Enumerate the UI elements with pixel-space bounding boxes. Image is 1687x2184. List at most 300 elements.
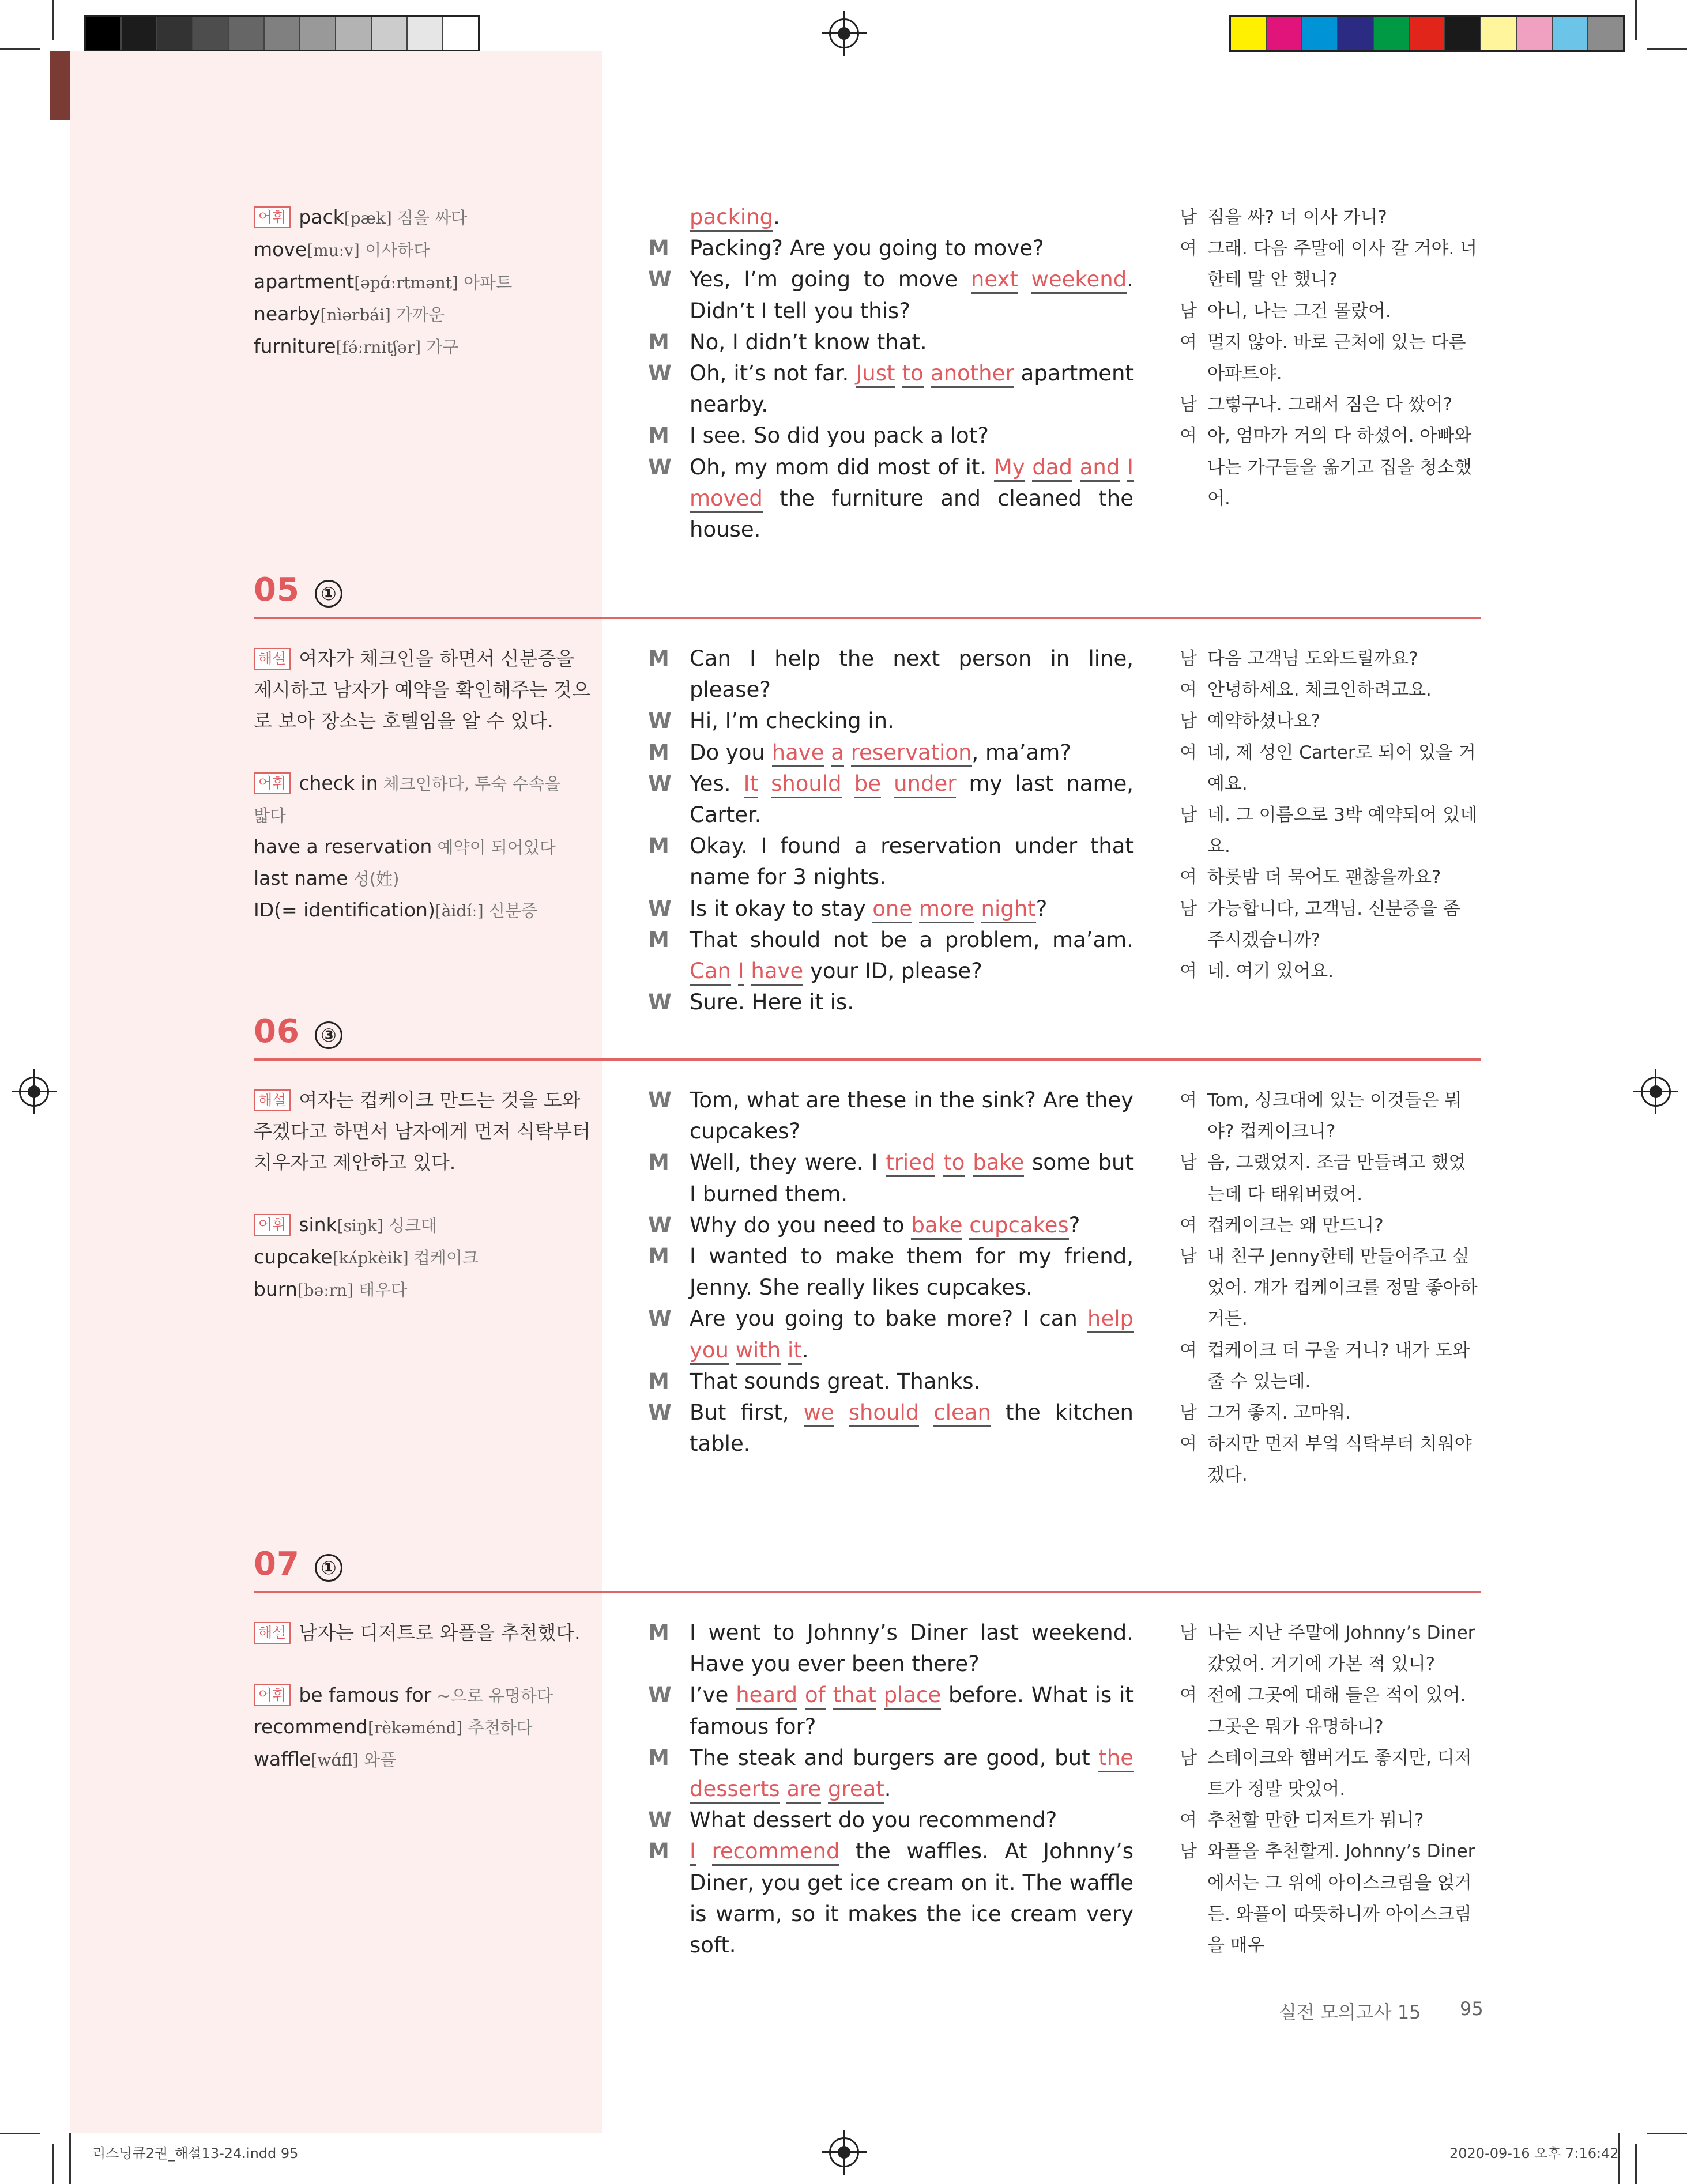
- speaker-label: 남: [1180, 1747, 1197, 1768]
- blank-answer: to: [943, 1150, 965, 1177]
- speaker-label: 남: [1180, 648, 1197, 669]
- spacer: [254, 737, 577, 768]
- blank-answer: heard: [736, 1683, 797, 1710]
- dialogue-text: my last name, Carter.: [690, 771, 1134, 828]
- translation-text: 음, 그랬었지. 조금 만들려고 했었는데 다 태워버렸어.: [1207, 1152, 1466, 1205]
- translation-text: 멀지 않아. 바로 근처에 있는 다른 아파트야.: [1207, 331, 1466, 384]
- explanation-text: 치우자고 제안하고 있다.: [254, 1151, 456, 1174]
- color-swatch: [1445, 17, 1481, 50]
- translation-text: 예약하셨나요?: [1207, 711, 1321, 732]
- translation-line: [1180, 862, 1482, 893]
- page-number: 95: [1460, 1998, 1483, 2020]
- blank-answer: the: [1098, 1745, 1134, 1772]
- speaker-label: 여: [1180, 1090, 1197, 1111]
- translation-text: 짐을 싸? 너 이사 가니?: [1207, 207, 1387, 228]
- speaker-label: M: [648, 833, 669, 859]
- vocab-word: apartment: [254, 270, 355, 293]
- dialogue-line: [648, 1805, 1134, 1836]
- speaker-label: 남: [1180, 711, 1197, 732]
- translation-text: 다음 고객님 도와드릴까요?: [1207, 648, 1418, 669]
- vocab-meaning: 체크인하다, 투숙 수속을: [378, 774, 561, 794]
- dialogue-text: [696, 1839, 712, 1864]
- speaker-label: 남: [1180, 1246, 1197, 1268]
- color-swatch: [193, 17, 229, 50]
- explanation-line: [254, 643, 577, 674]
- speaker-label: M: [648, 329, 669, 354]
- dialogue-line: [648, 1303, 1134, 1366]
- dialogue-text: [729, 1338, 736, 1363]
- dialogue-text: [834, 1400, 849, 1425]
- crop-mark: [0, 2133, 40, 2134]
- dialogue-text: [1120, 455, 1127, 480]
- question-number: 06: [254, 1013, 300, 1050]
- speaker-label: M: [648, 1150, 669, 1175]
- dialogue-text: [924, 361, 931, 386]
- dialogue-text: Tom, what are these in the sink? Are they cupcakes?: [690, 1088, 1134, 1144]
- vocab-pronunciation: [bəːrn]: [297, 1281, 353, 1300]
- dialogue-text: . Didn’t I tell you this?: [690, 267, 1134, 323]
- speaker-label: W: [648, 1088, 672, 1112]
- explanation-text: 주겠다고 하면서 남자에게 먼저 식탁부터: [254, 1120, 590, 1142]
- speaker-label: 여: [1180, 1340, 1197, 1361]
- vocab-word: move: [254, 238, 307, 261]
- blank-answer: weekend: [1031, 267, 1127, 294]
- dialogue-text: your ID, please?: [803, 959, 982, 984]
- dialogue-text: I’ve: [690, 1683, 736, 1708]
- vocab-item: [254, 799, 577, 831]
- speaker-label: W: [648, 771, 672, 796]
- translation-line: [1180, 643, 1482, 674]
- top-translation: [1180, 202, 1482, 514]
- translation-line: [1180, 233, 1482, 295]
- dialogue-text: [895, 361, 902, 386]
- blank-answer: great: [828, 1776, 884, 1804]
- dialogue-text: Hi, I’m checking in.: [690, 708, 894, 734]
- answer-circle: ③: [315, 1021, 342, 1049]
- vocab-item: [254, 1242, 577, 1274]
- dialogue-text: the waffles. At Johnny’s Diner, you get ice cream on it. The waffle is warm, so it makes the ice cream very soft.: [690, 1839, 1134, 1958]
- crop-mark: [1635, 2144, 1637, 2184]
- vocab-word: sink: [299, 1213, 337, 1236]
- dialogue-line: [648, 1397, 1134, 1459]
- question-number: 05: [254, 571, 300, 609]
- explanation-line: [254, 1147, 577, 1178]
- vocab-pronunciation: [rèkəménd]: [367, 1718, 463, 1737]
- explanation-line: [254, 1617, 581, 1649]
- blank-answer: next: [971, 267, 1018, 294]
- translation-text: 나는 지난 주말에 Johnny’s Diner 갔었어. 거기에 가본 적 있니?: [1207, 1623, 1475, 1675]
- dialogue-text: before. What is it famous for?: [690, 1683, 1134, 1739]
- translation-text: 하룻밤 더 묵어도 괜찮을까요?: [1207, 867, 1441, 888]
- crop-mark: [1635, 0, 1637, 40]
- color-swatch: [265, 17, 300, 50]
- dialogue-line: [648, 1836, 1134, 1961]
- dialogue-text: [780, 1776, 787, 1801]
- blank-answer: have: [772, 740, 824, 767]
- dialogue-text: [965, 1150, 973, 1175]
- vocab-word: recommend: [254, 1715, 368, 1738]
- blank-answer: packing: [690, 205, 773, 232]
- color-swatch: [1517, 17, 1553, 50]
- dialogue-text: .: [773, 205, 780, 229]
- translation-text: 내 친구 Jenny한테 만들어주고 싶었어. 걔가 컵케이크를 정말 좋아하거든.: [1207, 1246, 1478, 1330]
- vocab-word: cupcake: [254, 1246, 333, 1268]
- speaker-label: W: [648, 267, 672, 292]
- explanation-text: 여자는 컵케이크 만드는 것을 도와: [299, 1089, 581, 1111]
- translation-text: 그래. 다음 주말에 이사 갈 거야. 너한테 말 안 했니?: [1207, 238, 1478, 291]
- blank-answer: it: [788, 1338, 802, 1365]
- dialogue-text: [935, 1150, 943, 1175]
- vocab-meaning: 가구: [421, 337, 459, 357]
- speaker-label: M: [648, 1620, 669, 1645]
- q05-translation: [1180, 643, 1482, 987]
- crop-mark: [1647, 48, 1687, 50]
- vocab-pronunciation: [kʌ́pkèik]: [332, 1248, 409, 1268]
- speaker-label: M: [648, 646, 669, 671]
- blank-answer: Can: [690, 959, 731, 986]
- translation-text: 컵케이크는 왜 만드니?: [1207, 1214, 1384, 1236]
- translation-line: [1180, 799, 1482, 862]
- vocab-item: [254, 202, 577, 234]
- dialogue-text: [1025, 455, 1033, 480]
- speaker-label: 남: [1180, 805, 1197, 826]
- color-swatch: [408, 17, 443, 50]
- translation-line: [1180, 1617, 1482, 1680]
- vocab-meaning: 싱크대: [383, 1216, 438, 1235]
- dialogue-text: I wanted to make them for my friend, Jenny. She really likes cupcakes.: [690, 1244, 1134, 1300]
- translation-line: [1180, 956, 1482, 987]
- dialogue-text: Oh, my mom did most of it.: [690, 454, 994, 480]
- color-swatch: [86, 17, 122, 50]
- translation-text: 아니, 나는 그건 몰랐어.: [1207, 300, 1391, 322]
- vocab-meaning: 컵케이크: [408, 1248, 479, 1268]
- blank-answer: more: [919, 896, 974, 923]
- dialogue-text: Packing? Are you going to move?: [690, 236, 1044, 261]
- q07-dialogue: [648, 1617, 1134, 1961]
- dialogue-text: [1018, 267, 1031, 292]
- color-swatch: [229, 17, 265, 50]
- dialogue-text: , ma’am?: [971, 740, 1071, 765]
- dialogue-line: [648, 1241, 1134, 1303]
- q07-translation: [1180, 1617, 1482, 1961]
- blank-answer: you: [690, 1338, 729, 1365]
- dialogue-text: Is it okay to stay: [690, 896, 873, 921]
- spacer: [254, 1649, 577, 1680]
- blank-answer: I: [690, 1839, 696, 1866]
- translation-text: 아, 엄마가 거의 다 하셨어. 아빠와 나는 가구들을 옮기고 집을 청소했어.: [1207, 425, 1472, 509]
- translation-line: [1180, 1241, 1482, 1335]
- crop-mark: [52, 2144, 54, 2184]
- translation-text: 전에 그곳에 대해 들은 적이 있어. 그곳은 뭐가 유명하니?: [1207, 1685, 1466, 1737]
- explanation-badge: 해설: [254, 1622, 291, 1644]
- speaker-label: 여: [1180, 680, 1197, 701]
- dialogue-text: Yes, I’m going to move: [690, 267, 971, 292]
- blank-answer: that: [833, 1683, 876, 1710]
- blank-answer: another: [931, 361, 1014, 388]
- dialogue-line: [648, 1147, 1134, 1209]
- speaker-label: 여: [1180, 867, 1197, 888]
- date-slug: 2020-09-16 오후 7:16:42: [1449, 2145, 1619, 2162]
- vocab-pronunciation: [fə́ːrnitʃər]: [336, 338, 421, 357]
- blank-answer: desserts: [690, 1776, 780, 1804]
- dialogue-line: [648, 358, 1134, 420]
- dialogue-text: [824, 740, 831, 765]
- blank-answer: one: [872, 896, 912, 923]
- translation-line: [1180, 296, 1482, 327]
- translation-line: [1180, 420, 1482, 514]
- vocab-word: furniture: [254, 335, 336, 357]
- vocab-item: [254, 831, 577, 863]
- q06-translation: [1180, 1085, 1482, 1491]
- translation-text: Tom, 싱크대에 있는 이것들은 뭐야? 컵케이크니?: [1207, 1090, 1462, 1142]
- blank-answer: and: [1080, 455, 1120, 482]
- speaker-label: M: [648, 740, 669, 765]
- dialogue-line: [648, 1366, 1134, 1397]
- registration-mark: [829, 18, 859, 48]
- speaker-label: W: [648, 454, 672, 480]
- dialogue-line: [648, 643, 1134, 706]
- vocab-item: [254, 895, 577, 927]
- vocab-item: [254, 299, 577, 331]
- q05-notes: [254, 643, 590, 927]
- translation-text: 네. 그 이름으로 3박 예약되어 있네요.: [1207, 805, 1478, 857]
- dialogue-line: [648, 202, 1134, 233]
- question-07-header: [254, 1547, 1481, 1593]
- speaker-label: W: [648, 1400, 672, 1425]
- dialogue-text: Are you going to bake more? I can: [690, 1306, 1088, 1331]
- dialogue-text: What dessert do you recommend?: [690, 1808, 1057, 1833]
- translation-line: [1180, 1210, 1482, 1241]
- dialogue-text: [797, 1683, 805, 1707]
- translation-text: 그거 좋지. 고마워.: [1207, 1402, 1351, 1424]
- translation-line: [1180, 389, 1482, 420]
- spacer: [254, 1178, 577, 1209]
- dialogue-line: [648, 925, 1134, 987]
- explanation-text: 로 보아 장소는 호텔임을 알 수 있다.: [254, 710, 553, 732]
- vocab-badge: 어휘: [254, 206, 291, 228]
- translation-text: 안녕하세요. 체크인하려고요.: [1207, 680, 1432, 701]
- dialogue-text: [826, 1683, 833, 1707]
- q07-notes: [254, 1617, 581, 1776]
- vocab-meaning: 성(姓): [348, 869, 400, 889]
- speaker-label: W: [648, 990, 672, 1015]
- dialogue-text: [876, 1683, 884, 1707]
- speaker-label: 남: [1180, 207, 1197, 228]
- speaker-label: 남: [1180, 1623, 1197, 1643]
- dialogue-text: But first,: [690, 1400, 804, 1425]
- blank-answer: we: [804, 1400, 834, 1427]
- vocab-item: [254, 1209, 577, 1242]
- translation-line: [1180, 1836, 1482, 1961]
- blank-answer: a: [831, 740, 844, 767]
- top-vocab-notes: [254, 202, 577, 363]
- translation-text: 추천할 만한 디저트가 뭐니?: [1207, 1810, 1424, 1831]
- dialogue-line: [648, 831, 1134, 893]
- blank-answer: to: [902, 361, 924, 388]
- grayscale-color-bar: [84, 15, 480, 52]
- vocab-word: pack: [299, 206, 344, 228]
- dialogue-text: That sounds great. Thanks.: [690, 1368, 981, 1394]
- translation-text: 가능합니다, 고객님. 신분증을 좀 주시겠습니까?: [1207, 898, 1460, 950]
- dialogue-text: [881, 771, 894, 796]
- speaker-label: 여: [1180, 1214, 1197, 1236]
- vocab-word: have a reservation: [254, 835, 432, 858]
- vocab-meaning: 밟다: [254, 806, 287, 825]
- vocab-word: waffle: [254, 1748, 311, 1770]
- dialogue-text: the kitchen table.: [690, 1400, 1134, 1457]
- dialogue-line: [648, 1617, 1134, 1680]
- translation-line: [1180, 1428, 1482, 1491]
- dialogue-text: [842, 771, 854, 796]
- vocab-meaning: 신분증: [483, 901, 537, 921]
- blank-answer: It: [744, 771, 758, 798]
- translation-line: [1180, 674, 1482, 706]
- crop-mark: [52, 0, 54, 40]
- speaker-label: W: [648, 1212, 672, 1238]
- speaker-label: M: [648, 236, 669, 261]
- translation-text: 컵케이크 더 구울 거니? 내가 도와줄 수 있는데.: [1207, 1340, 1470, 1392]
- dialogue-text: Yes.: [690, 771, 744, 796]
- vocab-word: burn: [254, 1278, 298, 1300]
- vocab-pronunciation: [àidíː]: [435, 901, 484, 921]
- dialogue-text: I went to Johnny’s Diner last weekend. Have you ever been there?: [690, 1620, 1134, 1677]
- dialogue-line: [648, 233, 1134, 264]
- question-number: 07: [254, 1545, 300, 1583]
- dialogue-text: The steak and burgers are good, but: [690, 1745, 1099, 1770]
- speaker-label: 여: [1180, 1434, 1197, 1455]
- crop-mark: [1647, 2133, 1687, 2134]
- crop-mark: [0, 48, 40, 50]
- blank-answer: I: [738, 959, 744, 986]
- dialogue-text: [744, 959, 751, 983]
- explanation-line: [254, 1116, 590, 1147]
- speaker-label: 남: [1180, 1841, 1197, 1862]
- q06-notes: [254, 1085, 590, 1306]
- dialogue-text: the furniture and cleaned the house.: [690, 485, 1134, 542]
- blank-answer: tried: [886, 1150, 935, 1177]
- dialogue-text: some but I burned them.: [690, 1150, 1134, 1206]
- answer-circle: ①: [315, 580, 342, 608]
- blank-answer: bake: [973, 1150, 1024, 1177]
- translation-line: [1180, 1742, 1482, 1805]
- dialogue-line: [648, 893, 1134, 925]
- color-swatch: [443, 17, 478, 50]
- blank-answer: should: [849, 1400, 920, 1427]
- dialogue-text: ?: [1068, 1212, 1080, 1238]
- dialogue-text: [821, 1776, 828, 1801]
- blank-answer: with: [736, 1338, 781, 1365]
- file-slug: 리스닝큐2권_해설13-24.indd 95: [92, 2145, 299, 2162]
- blank-answer: place: [884, 1683, 942, 1710]
- speaker-label: 여: [1180, 1685, 1197, 1706]
- explanation-badge: 해설: [254, 1089, 291, 1111]
- color-swatch: [122, 17, 157, 50]
- translation-line: [1180, 1085, 1482, 1147]
- color-swatch: [1553, 17, 1588, 50]
- translation-line: [1180, 737, 1482, 799]
- speaker-label: M: [648, 1368, 669, 1394]
- translation-line: [1180, 893, 1482, 956]
- vocab-meaning: ~으로 유명하다: [431, 1686, 553, 1706]
- translation-text: 그렇구나. 그래서 짐은 다 쌌어?: [1207, 394, 1453, 416]
- speaker-label: W: [648, 361, 672, 386]
- translation-line: [1180, 1805, 1482, 1836]
- dialogue-line: [648, 737, 1134, 768]
- vocab-pronunciation: [siŋk]: [337, 1216, 383, 1235]
- dialogue-line: [648, 264, 1134, 326]
- dialogue-text: Oh, it’s not far.: [690, 361, 856, 386]
- registration-mark: [1641, 1077, 1671, 1107]
- vocab-item: [254, 1274, 577, 1306]
- vocab-pronunciation: [əpɑ́ːrtmənt]: [354, 273, 458, 292]
- translation-line: [1180, 1397, 1482, 1428]
- vocab-pronunciation: [pæk]: [344, 209, 392, 228]
- translation-line: [1180, 1335, 1482, 1397]
- color-swatch: [372, 17, 408, 50]
- vocab-badge: 어휘: [254, 772, 291, 794]
- translation-text: 네. 여기 있어요.: [1207, 961, 1334, 982]
- dialogue-text: Okay. I found a reservation under that name for 3 nights.: [690, 833, 1134, 890]
- blank-answer: cupcakes: [969, 1213, 1068, 1240]
- dialogue-text: That should not be a problem, ma’am.: [690, 927, 1134, 952]
- speaker-label: 여: [1180, 1810, 1197, 1831]
- vocab-pronunciation: [nìərbái]: [320, 305, 391, 325]
- blank-answer: should: [771, 771, 842, 798]
- dialogue-line: [648, 327, 1134, 358]
- vocab-meaning: 와플: [358, 1750, 397, 1770]
- dialogue-text: [919, 1400, 933, 1425]
- vocab-meaning: 이사하다: [359, 240, 430, 260]
- vocab-item: [254, 1711, 577, 1744]
- vocab-item: [254, 1744, 577, 1776]
- dialogue-line: [648, 1210, 1134, 1241]
- vocab-item: [254, 266, 577, 299]
- vocab-word: last name: [254, 867, 348, 889]
- color-swatch: [1338, 17, 1374, 50]
- color-swatch: [1588, 17, 1623, 50]
- explanation-line: [254, 706, 577, 737]
- crop-mark: [69, 2133, 71, 2184]
- blank-answer: clean: [933, 1400, 991, 1427]
- dialogue-line: [648, 1085, 1134, 1147]
- section-title: 실전 모의고사 15: [1279, 2001, 1421, 2023]
- question-05-header: [254, 573, 1481, 619]
- speaker-label: W: [648, 708, 672, 734]
- edge-tab: [50, 51, 70, 120]
- vocab-word: check in: [299, 772, 378, 794]
- color-swatch: [1481, 17, 1517, 50]
- translation-text: 스테이크와 햄버거도 좋지만, 디저트가 정말 맛있어.: [1207, 1747, 1472, 1800]
- color-swatch: [157, 17, 193, 50]
- translation-line: [1180, 706, 1482, 737]
- color-swatch: [336, 17, 372, 50]
- vocab-item: [254, 768, 577, 799]
- speaker-label: 남: [1180, 394, 1197, 416]
- blank-answer: under: [894, 771, 956, 798]
- top-dialogue: [648, 202, 1134, 545]
- speaker-label: 여: [1180, 742, 1197, 763]
- translation-line: [1180, 1680, 1482, 1742]
- dialogue-text: [1072, 455, 1080, 480]
- blank-answer: reservation: [851, 740, 972, 767]
- translation-line: [1180, 327, 1482, 389]
- explanation-text: 제시하고 남자가 예약을 확인해주는 것으: [254, 678, 590, 701]
- vocab-word: nearby: [254, 303, 321, 325]
- vocab-item: [254, 1680, 577, 1711]
- dialogue-text: [731, 959, 738, 983]
- dialogue-line: [648, 768, 1134, 831]
- vocab-pronunciation: [muːv]: [307, 241, 360, 260]
